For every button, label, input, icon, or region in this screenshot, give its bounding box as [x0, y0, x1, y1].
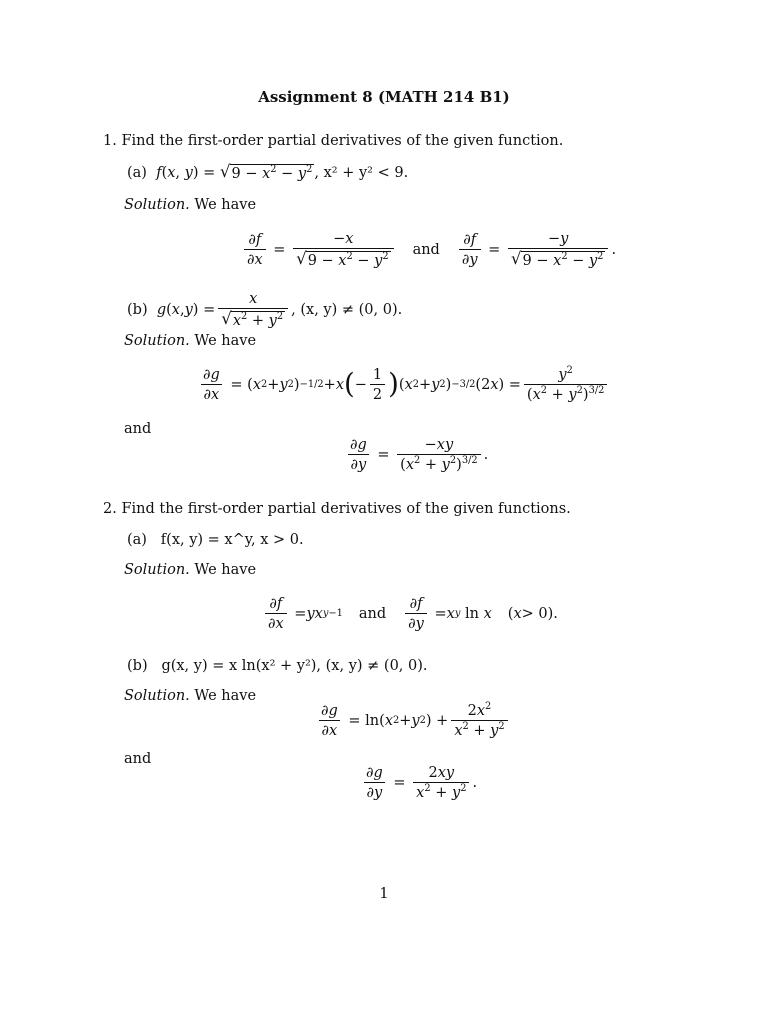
- solution-label: Solution.: [124, 688, 190, 704]
- q1a-fy-fraction: −y √ $9 - x^2 - y^2$: [508, 231, 609, 269]
- q1a-result: $\frac{\partial f}{\partial x}$ = −x √ $9 - x^2 - y^2$ and $\frac{\partial f}{\partial y}$ = −y √ $9 - x^2 - y^2$ .: [241, 231, 616, 269]
- q2b-gx-fraction: $\frac{2x^2}{x^2 + y^2}$: [451, 703, 507, 739]
- df-dx-fraction: $\frac{\partial f}{\partial x}$: [244, 232, 266, 268]
- q1b-solution-line: [124, 333, 256, 349]
- q1a-condition: , x² + y² < 9.: [314, 165, 409, 181]
- q2b-result-x: $\frac{\partial g}{\partial x}$ = ln( x 2 + y 2 ) + $\frac{2x^2}{x^2 + y^2}$: [315, 703, 511, 739]
- we-have-text: We have: [194, 333, 257, 349]
- q2b-and: and: [124, 751, 152, 767]
- page-number: 1: [379, 886, 389, 902]
- we-have-text: We have: [194, 688, 257, 704]
- q2-heading: [103, 501, 571, 517]
- q1-number: 1.: [103, 133, 117, 149]
- df-dy-fraction: $\frac{\partial f}{\partial y}$: [459, 232, 481, 268]
- q2b-function: g(x, y) = x ln(x² + y²), (x, y) ≠ (0, 0).: [161, 658, 428, 674]
- q2a-label: (a): [127, 532, 147, 548]
- df-dy-fraction: $\frac{\partial f}{\partial y}$: [405, 596, 427, 632]
- q1a-label: (a): [127, 165, 147, 181]
- q2a-function: f(x, y) = x^y, x > 0.: [160, 532, 304, 548]
- q2a-statement: [127, 532, 304, 548]
- q2b-result-y: $\frac{\partial g}{\partial y}$ = $\frac{2xy}{x^2 + y^2}$ .: [360, 765, 477, 801]
- q2b-solution-line: [124, 688, 256, 704]
- q1a-function: f(x, y) = √ $9 - x^2 - y^2$: [156, 162, 313, 182]
- q1b-gx-simplified: $\frac{y^2}{(x^2 + y^2)^{3/2}}$: [524, 367, 607, 403]
- q1-prompt: Find the first-order partial derivatives of the given function.: [121, 133, 564, 149]
- q2-number: 2.: [103, 501, 117, 517]
- q1a-statement: [127, 164, 408, 182]
- q2a-solution-line: [124, 562, 256, 578]
- solution-label: Solution.: [124, 562, 190, 578]
- dg-dy-fraction: $\frac{\partial g}{\partial y}$: [347, 437, 370, 473]
- page-title: Assignment 8 (MATH 214 B1): [258, 88, 510, 106]
- q1b-statement: [127, 291, 402, 329]
- q2b-gy-fraction: $\frac{2xy}{x^2 + y^2}$: [413, 765, 469, 801]
- and-text: and: [358, 606, 387, 622]
- q2b-label: (b): [127, 658, 148, 674]
- q1b-and: and: [124, 421, 152, 437]
- and-text: and: [412, 242, 440, 258]
- q1b-label: (b): [127, 302, 148, 318]
- solution-label: Solution.: [124, 197, 190, 213]
- q1b-gy-fraction: $\frac{-xy}{(x^2 + y^2)^{3/2}}$: [397, 437, 480, 473]
- q1b-result-x: $\frac{\partial g}{\partial x}$ = ( x 2 + y 2 ) −1/2 + x ( − $\frac{1}{2}$ ) ( x 2 + y 2 ) −3/2 (2 x ) = $\frac{y^2}{(x^2 + y^2)^{3/2}}$: [197, 367, 610, 403]
- dg-dy-fraction: $\frac{\partial g}{\partial y}$: [363, 765, 386, 801]
- q1-heading: [103, 133, 563, 149]
- q1b-result-y: $\frac{\partial g}{\partial y}$ = $\frac{-xy}{(x^2 + y^2)^{3/2}}$ .: [344, 437, 488, 473]
- q2a-result: $\frac{\partial f}{\partial x}$ = yx y−1 and $\frac{\partial f}{\partial y}$ = x y ln x ( x > 0).: [262, 596, 558, 632]
- df-dx-fraction: $\frac{\partial f}{\partial x}$: [265, 596, 287, 632]
- we-have-text: We have: [194, 197, 257, 213]
- we-have-text: We have: [194, 562, 257, 578]
- dg-dx-fraction: $\frac{\partial g}{\partial x}$: [318, 703, 341, 739]
- q1b-condition: , (x, y) ≠ (0, 0).: [291, 302, 403, 318]
- q2b-statement: [127, 658, 428, 674]
- q1b-function: g ( x , y ) = x √ $x^2 + y^2$: [157, 291, 291, 329]
- solution-label: Solution.: [124, 333, 190, 349]
- q2-prompt: Find the first-order partial derivatives of the given functions.: [121, 501, 571, 517]
- q1a-solution-line: [124, 197, 256, 213]
- q1a-fx-fraction: −x √ $9 - x^2 - y^2$: [293, 231, 394, 269]
- dg-dx-fraction: $\frac{\partial g}{\partial x}$: [200, 367, 223, 403]
